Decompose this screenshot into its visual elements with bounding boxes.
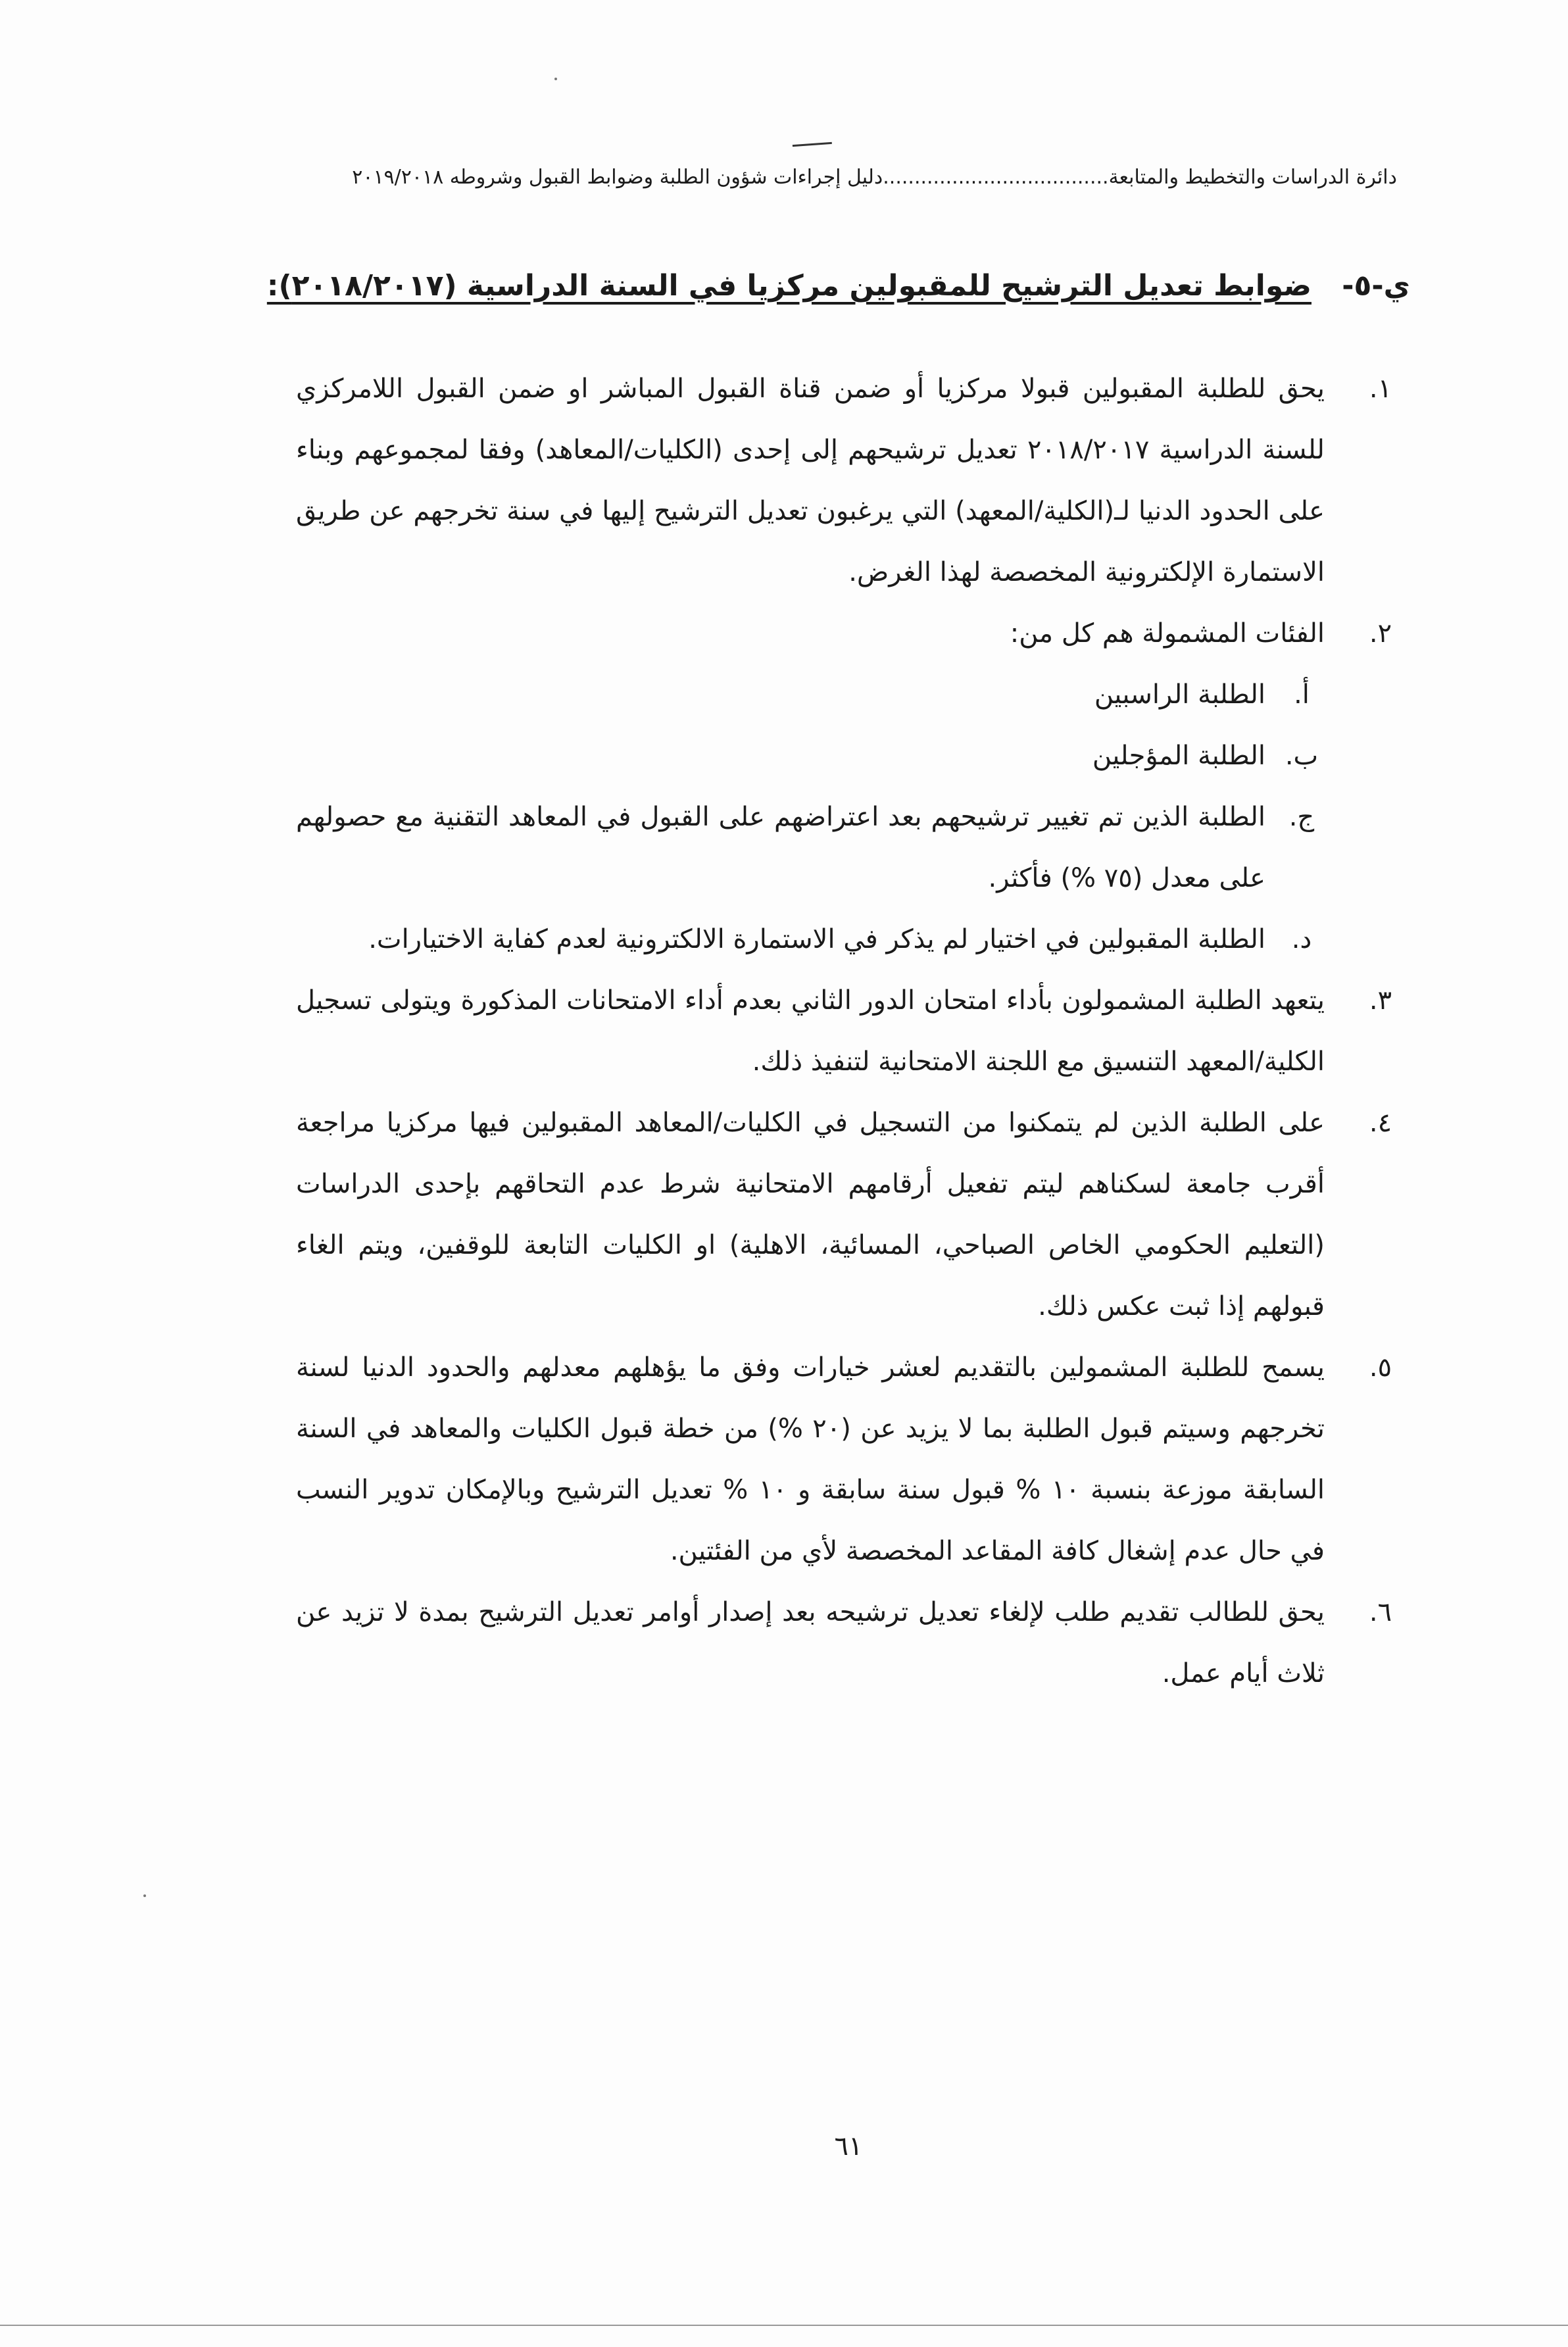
list-item [296,358,1410,603]
list-item [296,970,1410,1093]
item-text: يتعهد الطلبة المشمولون بأداء امتحان الدور الثاني بعدم أداء الامتحانات المذكورة ويتولى تسجيل الكلية/المعهد التنسيق مع اللجنة الامتحانية لتنفيذ ذلك. [296,985,1325,1077]
item-text: يحق للطلبة المقبولين قبولا مركزيا أو ضمن قناة القبول المباشر او ضمن القبول اللامركزي للسنة الدراسية ٢٠١٨/٢٠١٧ تعديل ترشيحهم إلى إحدى (الكليات/المعاهد) وفقا لمجموعهم وبناء على الحدود الدنيا لـ(الكلية/المعهد) التي يرغبون تعديل الترشيح إليها في سنة تخرجهم عن طريق الاستمارة الإلكترونية المخصصة لهذا الغرض. [296,374,1325,587]
sub-item-text: الطلبة الذين تم تغيير ترشيحهم بعد اعتراضهم على القبول في المعاهد التقنية مع حصولهم على معدل (٧٥ %) فأكثر. [296,802,1265,893]
item-number: ٦. [1369,1597,1392,1627]
header-dots: .................................... [883,166,1109,189]
item-number: ٤. [1369,1108,1392,1138]
running-header [257,158,1397,197]
section-heading [266,260,1410,312]
header-department: دائرة الدراسات والتخطيط والمتابعة [1108,166,1397,189]
sub-item-text: الطلبة المقبولين في اختيار لم يذكر في الاستمارة الالكترونية لعدم كفاية الاختيارات. [368,924,1265,954]
scan-speck [143,1894,146,1897]
sub-item-letter: ب. [1285,741,1319,771]
section-number: ي-٥- [1342,269,1410,303]
list-item [296,1337,1410,1582]
item-text: على الطلبة الذين لم يتمكنوا من التسجيل في الكليات/المعاهد المقبولين فيها مركزيا مراجعة أقرب جامعة لسكناهم ليتم تفعيل أرقامهم الامتحانية شرط عدم التحاقهم بإحدى الدراسات (التعليم الحكومي الخاص الصباحي، المسائية، الاهلية) او الكليات التابعة للوقفين، ويتم الغاء قبولهم إذا ثبت عكس ذلك. [296,1108,1325,1322]
section-title: ضوابط تعديل الترشيح للمقبولين مركزيا في السنة الدراسية (٢٠١٨/٢٠١٧): [266,269,1311,303]
sub-item-text: الطلبة الراسبين [1094,679,1265,710]
item-number: ٣. [1369,985,1392,1016]
sub-list-item [296,787,1325,909]
sub-item-letter: د. [1291,924,1312,954]
sub-list-item [296,664,1325,726]
sub-list-item [296,909,1325,970]
sub-list [296,664,1325,970]
list-item [296,1093,1410,1337]
sub-list-item [296,726,1325,787]
item-text: الفئات المشمولة هم كل من: [1010,618,1325,649]
list-item [296,603,1410,970]
rules-list [296,358,1410,1704]
scan-speck [554,78,557,80]
scan-edge-line [0,2325,1568,2326]
item-text: يسمح للطلبة المشمولين بالتقديم لعشر خيارات وفق ما يؤهلهم معدلهم والحدود الدنيا لسنة تخرجهم وسيتم قبول الطلبة بما لا يزيد عن (٢٠ %) من خطة قبول الكليات والمعاهد في السنة السابقة موزعة بنسبة ١٠ % قبول سنة سابقة و ١٠ % تعديل الترشيح وبالإمكان تدوير النسب في حال عدم إشغال كافة المقاعد المخصصة لأي من الفئتين. [296,1352,1325,1566]
item-number: ٥. [1369,1352,1392,1383]
header-guide: دليل إجراءات شؤون الطلبة وضوابط القبول وشروطه ٢٠١٩/٢٠١٨ [352,166,883,189]
item-number: ١. [1369,374,1392,404]
item-text: يحق للطالب تقديم طلب لإلغاء تعديل ترشيحه بعد إصدار أوامر تعديل الترشيح بمدة لا تزيد عن ثلاث أيام عمل. [296,1597,1325,1689]
list-item [296,1582,1410,1704]
item-number: ٢. [1369,618,1392,649]
header-mark [793,142,832,149]
page-number: ٦١ [834,2131,863,2162]
sub-item-letter: أ. [1294,679,1310,710]
sub-item-letter: ج. [1288,802,1315,832]
sub-item-text: الطلبة المؤجلين [1092,741,1265,771]
